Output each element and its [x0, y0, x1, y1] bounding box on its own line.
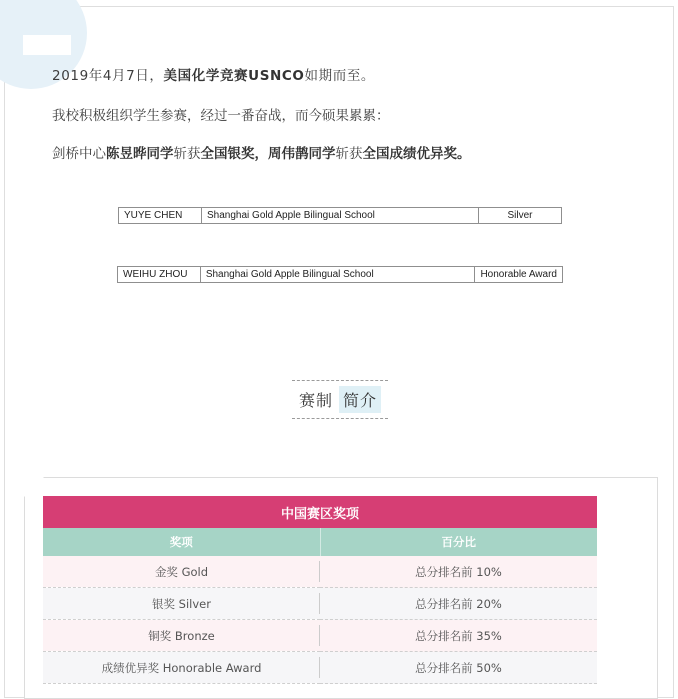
award-table-header-row — [43, 528, 597, 556]
won-label-2: 斩获 — [335, 146, 363, 162]
table-row — [119, 208, 562, 224]
table-row — [43, 652, 597, 684]
school-cell: Shanghai Gold Apple Bilingual School — [200, 267, 475, 283]
table-row — [118, 267, 563, 283]
student-1-award: 全国银奖 — [200, 146, 255, 162]
student-name-cell: YUYE CHEN — [119, 208, 202, 224]
center-label: 剑桥中心 — [52, 146, 106, 162]
award-table — [43, 496, 597, 684]
comma: ， — [254, 146, 268, 162]
student-2-name: 周伟鹊同学 — [268, 146, 336, 162]
intro-line-1 — [52, 67, 375, 85]
student-name-cell: WEIHU ZHOU — [118, 267, 201, 283]
percent-cell: 总分排名前 10% — [320, 556, 597, 588]
award-card — [24, 477, 658, 699]
competition-name: 美国化学竞赛USNCO — [163, 68, 305, 84]
result-table-2 — [117, 266, 563, 283]
award-cell: Honorable Award — [475, 267, 563, 283]
intro-date: 2019年4月7日， — [52, 68, 164, 84]
section-heading-right: 简介 — [339, 386, 381, 413]
intro-line-1-end: 如期而至。 — [304, 68, 376, 84]
award-table-title: 中国赛区奖项 — [43, 496, 597, 528]
table-row — [43, 556, 597, 588]
student-2-award: 全国成绩优异奖。 — [362, 146, 471, 162]
award-cell: 银奖 Silver — [43, 588, 320, 620]
award-table-title-row — [43, 496, 597, 528]
school-cell: Shanghai Gold Apple Bilingual School — [202, 208, 479, 224]
percent-cell: 总分排名前 35% — [320, 620, 597, 652]
award-cell: 金奖 Gold — [43, 556, 320, 588]
section-heading — [292, 380, 388, 419]
intro-line-3 — [52, 145, 471, 163]
table-row — [43, 620, 597, 652]
intro-line-2: 我校积极组织学生参赛，经过一番奋战，而今硕果累累： — [52, 108, 390, 124]
column-header-award: 奖项 — [43, 528, 320, 556]
award-cell: Silver — [479, 208, 562, 224]
student-1-name: 陈昱晔同学 — [106, 146, 174, 162]
result-table-1 — [118, 207, 562, 224]
column-header-percent: 百分比 — [320, 528, 597, 556]
table-row — [43, 588, 597, 620]
won-label-1: 斩获 — [173, 146, 201, 162]
award-cell: 铜奖 Bronze — [43, 620, 320, 652]
percent-cell: 总分排名前 20% — [320, 588, 597, 620]
percent-cell: 总分排名前 50% — [320, 652, 597, 684]
award-cell: 成绩优异奖 Honorable Award — [43, 652, 320, 684]
section-heading-left: 赛制 — [298, 391, 333, 410]
